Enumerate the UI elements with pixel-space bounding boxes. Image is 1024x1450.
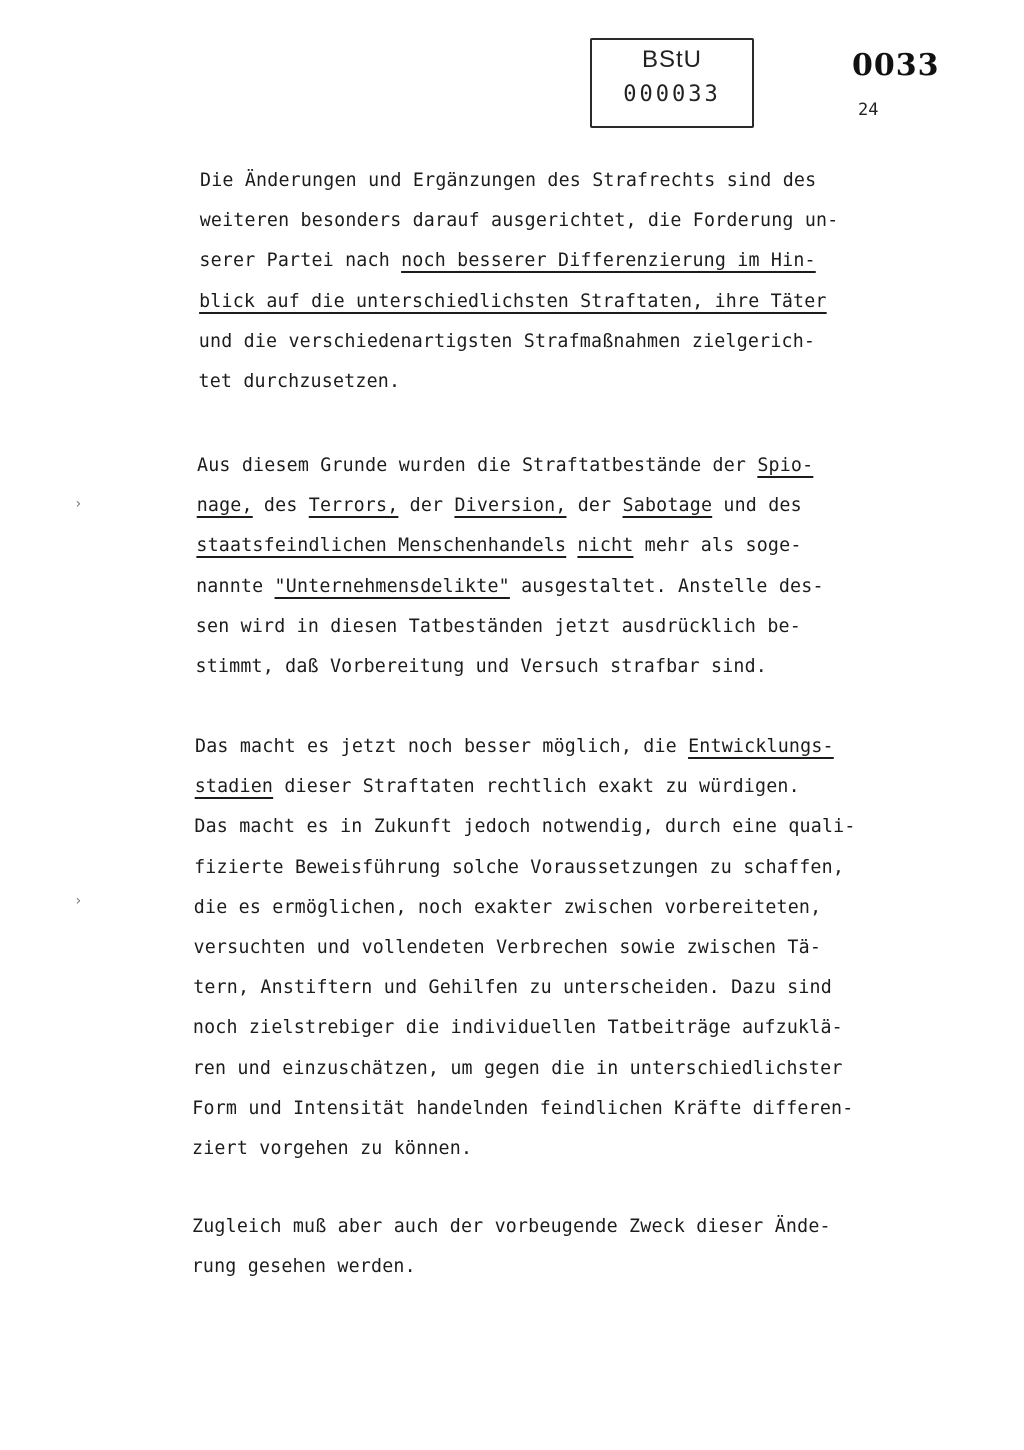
text-line — [192, 1216, 831, 1238]
text-run: noch zielstrebiger die individuellen Tatbeiträge aufzuklä- — [192, 1017, 843, 1039]
text-run — [566, 535, 577, 556]
text-run: Form und Intensität handelnden feindlichen Kräfte differen- — [192, 1097, 854, 1119]
text-run: Zugleich muß aber auch der vorbeugende Zweck dieser Ände- — [192, 1216, 831, 1237]
text-run: mehr als soge- — [633, 535, 802, 557]
text-line — [199, 331, 815, 353]
page-number: 24 — [858, 100, 879, 120]
text-run: rung gesehen werden. — [191, 1256, 416, 1278]
text-run: serer Partei nach — [199, 250, 402, 272]
archive-number: 0033 — [852, 48, 940, 83]
text-line — [195, 776, 800, 798]
text-run: und die verschiedenartigsten Strafmaßnahmen zielgerich- — [198, 330, 816, 352]
text-run: Die Änderungen und Ergänzungen des Strafrechts sind des — [200, 170, 817, 191]
text-run: die es ermöglichen, noch exakter zwischen vorbereiteten, — [193, 896, 822, 918]
text-line — [197, 495, 802, 517]
text-run: Das macht es jetzt noch besser möglich, die — [195, 736, 689, 757]
text-run: der — [566, 495, 623, 517]
underlined-text: Entwicklungs- — [688, 736, 834, 757]
text-line — [196, 656, 768, 678]
text-run: stimmt, daß Vorbereitung und Versuch strafbar sind. — [195, 656, 768, 677]
text-run: ren und einzuschätzen, um gegen die in unterschiedlichster — [192, 1057, 843, 1079]
text-run: des — [252, 495, 309, 517]
text-line — [195, 736, 834, 758]
underlined-text: Terrors, — [308, 495, 399, 517]
text-line — [200, 210, 839, 232]
underlined-text: Diversion, — [454, 495, 567, 517]
underlined-text: Spio- — [757, 455, 814, 476]
text-line — [197, 455, 813, 477]
text-run: Aus diesem Grunde wurden die Straftatbestände der — [197, 455, 758, 476]
underlined-text: staatsfeindlichen Menschenhandels — [196, 535, 567, 557]
text-line — [196, 535, 801, 557]
text-run: sen wird in diesen Tatbeständen jetzt ausdrücklich be- — [195, 615, 801, 637]
margin-mark: › — [74, 893, 83, 909]
text-run: fizierte Beweisführung solche Voraussetzungen zu schaffen, — [194, 856, 845, 878]
text-line — [194, 937, 822, 959]
text-line — [196, 616, 801, 638]
archive-stamp — [590, 38, 754, 128]
text-run: ausgestaltet. Anstelle des- — [509, 575, 824, 597]
margin-mark: › — [74, 496, 83, 512]
text-run: nannte — [196, 575, 275, 597]
stamp-organization: BStU — [641, 46, 702, 73]
underlined-text: noch besserer Differenzierung im Hin- — [401, 250, 816, 272]
underlined-text: blick auf die unterschiedlichsten Straftaten, ihre Täter — [199, 290, 827, 312]
underlined-text: Sabotage — [622, 495, 713, 517]
text-line — [193, 977, 832, 999]
text-run: tern, Anstiftern und Gehilfen zu unterscheiden. Dazu sind — [193, 977, 832, 999]
text-line — [194, 816, 855, 838]
text-line — [193, 1017, 843, 1039]
text-run: ziert vorgehen zu können. — [192, 1138, 473, 1159]
text-line — [194, 897, 822, 919]
text-line — [196, 576, 824, 598]
text-line — [192, 1138, 472, 1160]
text-line — [192, 1256, 416, 1278]
text-run: weiteren besonders darauf ausgerichtet, die Forderung un- — [199, 210, 839, 232]
text-line — [200, 170, 816, 192]
text-line — [199, 291, 827, 313]
text-run: dieser Straftaten rechtlich exakt zu würdigen. — [273, 776, 800, 798]
text-line — [192, 1098, 853, 1120]
underlined-text: stadien — [194, 776, 274, 798]
underlined-text: nage, — [196, 495, 253, 517]
text-run: Das macht es in Zukunft jedoch notwendig, durch eine quali- — [194, 816, 856, 838]
underlined-text: nicht — [577, 535, 634, 557]
text-line — [194, 857, 844, 879]
text-line — [199, 250, 815, 272]
stamp-number: 000033 — [623, 82, 721, 107]
text-line — [199, 371, 401, 393]
text-run: und des — [712, 495, 802, 517]
text-run: der — [398, 495, 455, 517]
underlined-text: "Unternehmensdelikte" — [274, 575, 510, 597]
text-run: tet durchzusetzen. — [198, 371, 401, 392]
text-line — [193, 1058, 843, 1080]
text-run: versuchten und vollendeten Verbrechen sowie zwischen Tä- — [193, 937, 822, 958]
